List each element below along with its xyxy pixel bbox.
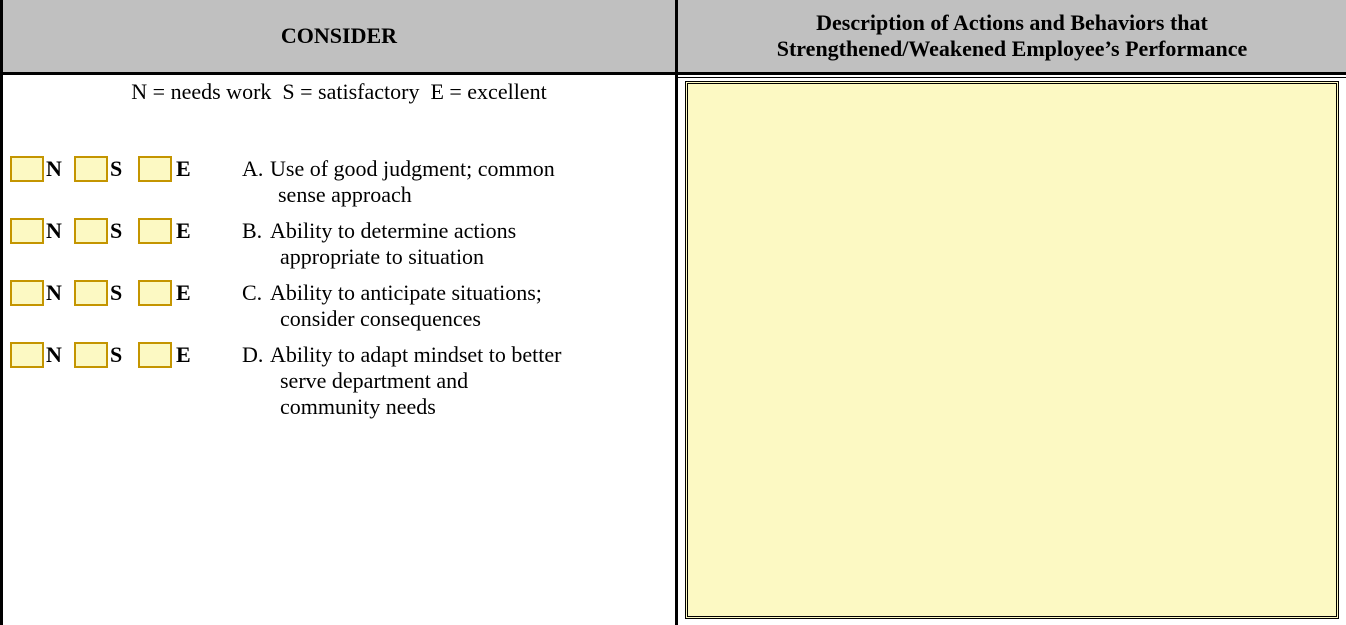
criterion-letter: B.: [242, 218, 263, 243]
rating-s-checkbox[interactable]: [74, 280, 108, 306]
consider-header-label: CONSIDER: [280, 23, 398, 48]
header-bottom-rule-inner: [678, 77, 1346, 78]
rating-n-checkbox[interactable]: [10, 218, 44, 244]
criterion-text: Ability to adapt mindset to better serve department and community needs: [270, 342, 562, 419]
header-bottom-rule: [0, 72, 1346, 75]
rating-s-checkbox[interactable]: [74, 156, 108, 182]
criterion-text: Use of good judgment; common sense approach: [270, 156, 555, 207]
rating-s-label: S: [110, 280, 123, 305]
criterion-letter: D.: [242, 342, 264, 367]
consider-header: [3, 0, 675, 72]
rating-n-checkbox[interactable]: [10, 342, 44, 368]
rating-e-label: E: [176, 342, 191, 367]
criterion-row-a: [10, 156, 670, 216]
rating-e-label: E: [176, 156, 191, 181]
description-header-line2: Strengthened/Weakened Employee’s Performance: [776, 36, 1248, 61]
rating-n-label: N: [46, 280, 62, 305]
rating-e-checkbox[interactable]: [138, 156, 172, 182]
rating-n-checkbox[interactable]: [10, 280, 44, 306]
rating-e-label: E: [176, 218, 191, 243]
criterion-text: Ability to anticipate situations; consider consequences: [270, 280, 542, 331]
rating-n-label: N: [46, 218, 62, 243]
criterion-letter: A.: [242, 156, 264, 181]
rating-s-checkbox[interactable]: [74, 218, 108, 244]
rating-s-label: S: [110, 218, 123, 243]
column-divider: [675, 0, 678, 625]
rating-e-checkbox[interactable]: [138, 342, 172, 368]
rating-legend: N = needs work S = satisfactory E = excellent: [131, 79, 547, 104]
criterion-letter: C.: [242, 280, 263, 305]
rating-e-checkbox[interactable]: [138, 280, 172, 306]
criterion-text: Ability to determine actions appropriate to situation: [270, 218, 517, 269]
rating-n-label: N: [46, 156, 62, 181]
performance-description-field[interactable]: [685, 81, 1339, 619]
rating-e-label: E: [176, 280, 191, 305]
rating-n-label: N: [46, 342, 62, 367]
criterion-row-c: [10, 280, 670, 340]
description-header: [678, 0, 1346, 72]
criterion-row-d: [10, 342, 670, 432]
rating-s-label: S: [110, 156, 123, 181]
criterion-row-b: [10, 218, 670, 278]
rating-n-checkbox[interactable]: [10, 156, 44, 182]
rating-s-label: S: [110, 342, 123, 367]
rating-e-checkbox[interactable]: [138, 218, 172, 244]
rating-s-checkbox[interactable]: [74, 342, 108, 368]
description-header-line1: Description of Actions and Behaviors that: [816, 10, 1208, 35]
